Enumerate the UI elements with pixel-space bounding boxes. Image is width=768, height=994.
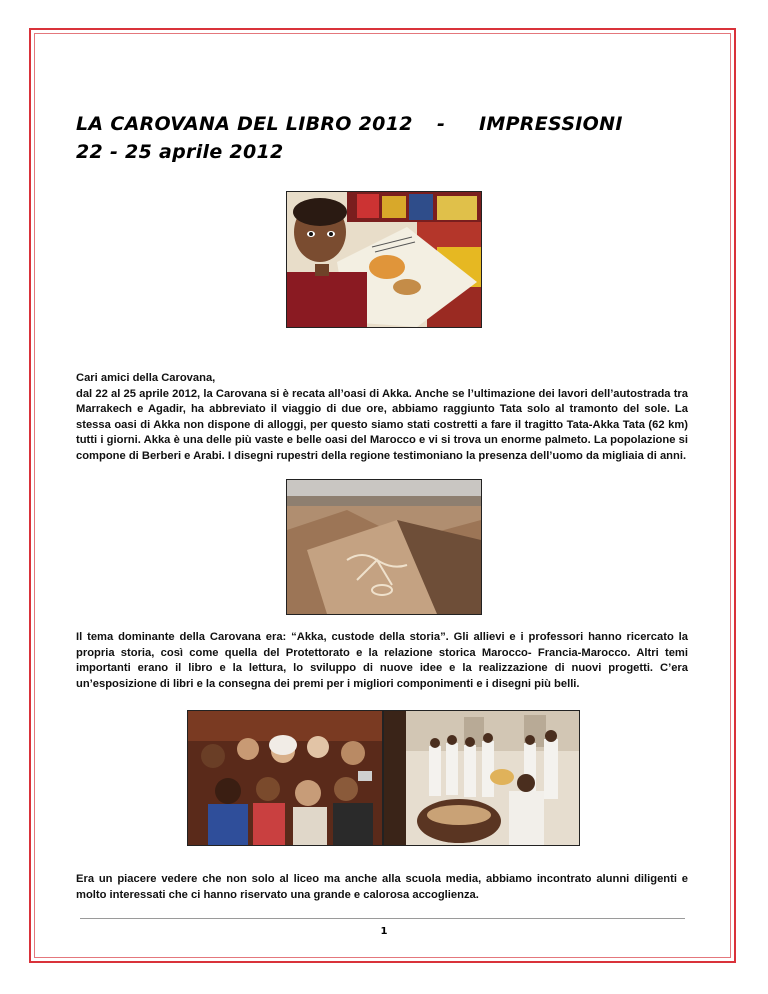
greeting: Cari amici della Carovana,	[76, 372, 216, 384]
intro-body: dal 22 al 25 aprile 2012, la Carovana si è recata all’oasi di Akka. Anche se l’ultimazione dei lavori dell’autostrada tra Marrakech e Agadir, ha abbreviato il viaggio di due ore, abbiamo raggiunto Tata solo al tramonto del sole. La stessa oasi di Akka non dispone di alloggi, per questo siamo stati costretti a fare il tragitto Tata-Akka Tata (62 km) tutti i giorni. Akka è una delle più vaste e belle oasi del Marocco e vi si trova un enorme palmeto. La popolazione si compone di Berberi e Arabi. I disegni rupestri della regione testimoniano la presenza dell’uomo da migliaia di anni.	[76, 387, 688, 462]
page-number: 1	[380, 926, 388, 937]
paragraph-welcome: Era un piacere vedere che non solo al liceo ma anche alla scuola media, abbiamo incontrato alunni diligenti e molto interessati che ci hanno riservato una grande e calorosa accoglienza.	[76, 873, 688, 901]
photo-boy-reading	[286, 191, 482, 328]
document-title: LA CAROVANA DEL LIBRO 2012	[76, 113, 413, 135]
title-separator: -	[437, 113, 446, 135]
document-subtitle-dates: 22 - 25 aprile 2012	[76, 141, 284, 163]
photo-students-audience	[187, 710, 383, 846]
footer-divider	[80, 918, 685, 919]
paragraph-theme: Il tema dominante della Carovana era: “Akka, custode della storia”. Gli allievi e i professori hanno ricercato la propria storia, così come quella del Protettorato e la relazione storica Marocco- Francia-Marocco. Altri temi importanti erano il libro e la lettura, lo sviluppo di nuove idee e la realizzazione di nuovi progetti. C’era un’esposizione di libri e la consegna dei premi per i migliori componimenti e i disegni più belli.	[76, 631, 688, 690]
photo-rock-engravings	[286, 479, 482, 615]
photo-musicians-performance	[383, 710, 580, 846]
paragraph-intro	[76, 371, 688, 465]
title-impressions: IMPRESSIONI	[479, 113, 623, 135]
